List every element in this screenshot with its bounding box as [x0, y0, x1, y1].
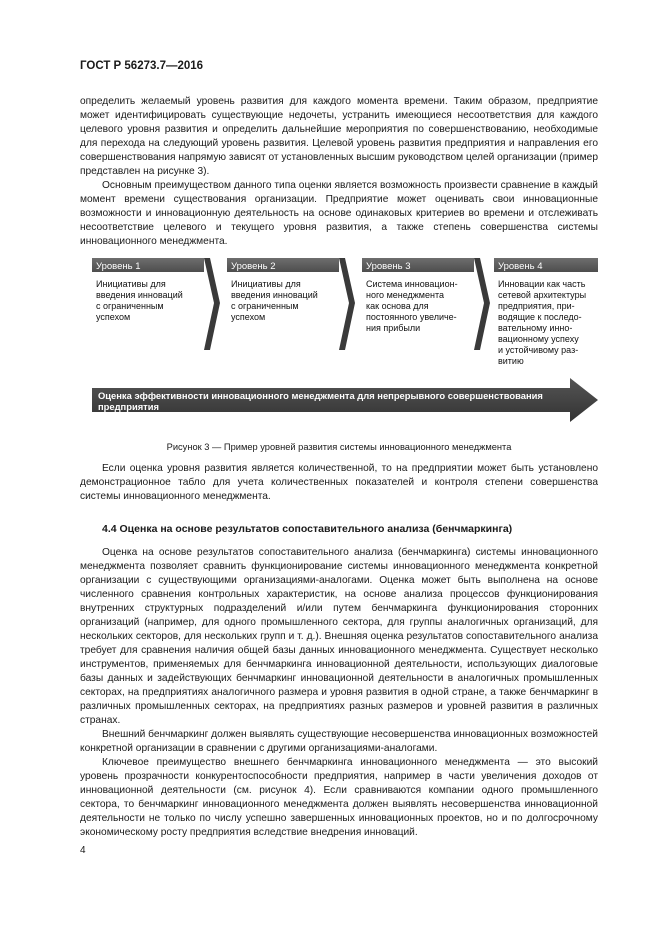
svg-text:Инициативы для — [231, 279, 301, 289]
level-line: Система инновацион- — [366, 279, 458, 289]
svg-text:Система инновацион- — [366, 279, 458, 289]
level-line: вательному инно- — [498, 323, 573, 333]
svg-text:постоянного увеличе- — [366, 312, 457, 322]
level-line: введения инноваций — [231, 290, 318, 300]
level-line: успехом — [96, 312, 131, 322]
after-figure-block — [80, 462, 598, 504]
level-line: предприятия, при- — [498, 301, 575, 311]
chevron-divider — [204, 258, 220, 350]
level-line: Инициативы для — [96, 279, 166, 289]
level-line: с ограниченным — [96, 301, 164, 311]
document-header: ГОСТ Р 56273.7—2016 — [80, 60, 204, 72]
level-line: Инициативы для — [231, 279, 301, 289]
paragraph: Если оценка уровня развития является количественной, то на предприятии может быть установлено демонстрационное табло для учета количественных показателей и контроля степени совершенства системы инновационного менеджмента. — [80, 463, 598, 502]
level-line: введения инноваций — [96, 290, 183, 300]
arrow-label-line: Оценка эффективности инновационного менеджмента для непрерывного совершенствования — [98, 390, 543, 401]
level-line: постоянного увеличе- — [366, 312, 457, 322]
chevron-divider — [339, 258, 355, 350]
level-line: ния прибыли — [366, 323, 421, 333]
level-title: Уровень 4 — [498, 261, 543, 272]
level-title: Уровень 2 — [231, 261, 276, 272]
section-heading: 4.4 Оценка на основе результатов сопоставительного анализа (бенчмаркинга) — [102, 523, 513, 535]
svg-text:успехом — [96, 312, 130, 322]
page-number: 4 — [80, 845, 86, 856]
svg-text:с ограниченным — [231, 301, 299, 311]
svg-text:Инновации как часть — [498, 279, 586, 289]
level-title: Уровень 3 — [366, 261, 411, 272]
arrow-label-line: предприятия — [98, 401, 160, 412]
svg-text:витию — [498, 356, 524, 366]
svg-text:успехом — [231, 312, 265, 322]
paragraph: определить желаемый уровень развития для каждого момента времени. Таким образом, предприятие может идентифицировать существующие недочеты, устранить имеющиеся несоответствия для каждого целевого уровня развития и определить дальнейшие мероприятия по совершенствованию, необходимые для перехода на следующий уровень развития. Целевой уровень развития предприятия и направления его совершенствования напрямую зависят от установленных высшим руководством целей организации (пример представлен на рисунке 3). — [80, 96, 598, 177]
paragraph: Ключевое преимущество внешнего бенчмаркинга инновационного менеджмента — это высокий уровень прозрачности конкурентоспособности предприятия, например в части увеличения доходов от инновационной деятельности (см. рисунок 4). Если сравниваются компании одного промышленного сектора, то бенчмаркинг инновационного менеджмента должен выявлять несовершенства инновационной деятельности не только по числу успешно завершенных инновационных проектов, но и по долгосрочному экономическому росту предприятия вследствие внедрения инноваций. — [80, 757, 598, 838]
svg-text:как основа для — [366, 301, 429, 311]
level-line: как основа для — [366, 301, 429, 311]
level-line: ного менеджмента — [366, 290, 444, 300]
svg-text:ного менеджмента — [366, 290, 444, 300]
levels-diagram — [80, 258, 600, 423]
svg-text:вационному успеху — [498, 334, 579, 344]
svg-text:сетевой архитектуры — [498, 290, 586, 300]
level-line: вационному успеху — [498, 334, 579, 344]
svg-text:и устойчивому раз- — [498, 345, 578, 355]
top-text-block — [80, 95, 598, 249]
svg-text:водящие к последо- — [498, 312, 582, 322]
level-2 — [227, 258, 355, 350]
svg-text:ния прибыли — [366, 323, 420, 333]
level-line: сетевой архитектуры — [498, 290, 587, 300]
level-line: успехом — [231, 312, 266, 322]
chevron-divider — [474, 258, 490, 350]
level-3 — [362, 258, 490, 350]
section-text-block — [80, 546, 598, 840]
svg-text:введения инноваций — [96, 290, 183, 300]
svg-text:вательному инно- — [498, 323, 572, 333]
svg-text:введения инноваций — [231, 290, 318, 300]
level-line: водящие к последо- — [498, 312, 582, 322]
paragraph: Оценка на основе результатов сопоставительного анализа (бенчмаркинга) системы инновационного менеджмента позволяет сравнить функционирование системы инновационного менеджмента конкретной организации с существующими организациями-аналогами. Оценка может быть выполнена на основе численного сравнения контрольных характеристик, на основе анализа процессов функционирования внутренних структурных подразделений и/или путем бенчмаркинга функционирования сторонних организаций (например, для одного промышленного сектора, для группы аналогичных организаций, для нескольких секторов, для нескольких групп и т. д.). Внешняя оценка результатов сопоставительного анализа требует для сравнения наличия общей базы данных инновационного менеджмента. Существует несколько инструментов, применяемых для бенчмаркинга инновационной деятельности, использующих диалоговые базы данных и задействующих бенчмаркинг инновационной деятельности в аналогичных промышленных секторах, на предприятиях аналогичного размера и уровня развития в одной стране, а также бенчмаркинг в различных промышленных секторах, на предприятиях разных размеров и уровней развития в различных странах. — [80, 547, 598, 726]
level-line: с ограниченным — [231, 301, 299, 311]
svg-text:Инициативы для — [96, 279, 166, 289]
level-title: Уровень 1 — [96, 261, 141, 272]
level-1 — [92, 258, 220, 350]
level-line: и устойчивому раз- — [498, 345, 579, 355]
svg-text:предприятия, при- — [498, 301, 575, 311]
evaluation-arrow — [92, 378, 598, 422]
level-line: Инновации как часть — [498, 279, 586, 289]
svg-text:с ограниченным — [96, 301, 164, 311]
figure-caption: Рисунок 3 — Пример уровней развития системы инновационного менеджмента — [166, 442, 512, 452]
level-4 — [494, 258, 598, 366]
level-line: витию — [498, 356, 524, 366]
paragraph: Внешний бенчмаркинг должен выявлять существующие несовершенства инновационных возможностей конкретной организации в сравнении с другими организациями-аналогами. — [80, 729, 598, 754]
paragraph: Основным преимуществом данного типа оценки является возможность произвести сравнение в каждый момент времени существования организации. Предприятие может оценивать свои инновационные возможности и инновационную деятельность на основе одинаковых критериев во времени и отслеживать несоответствие целевого и текущего уровня развития, а также степень совершенства системы инновационного менеджмента. — [80, 180, 598, 247]
